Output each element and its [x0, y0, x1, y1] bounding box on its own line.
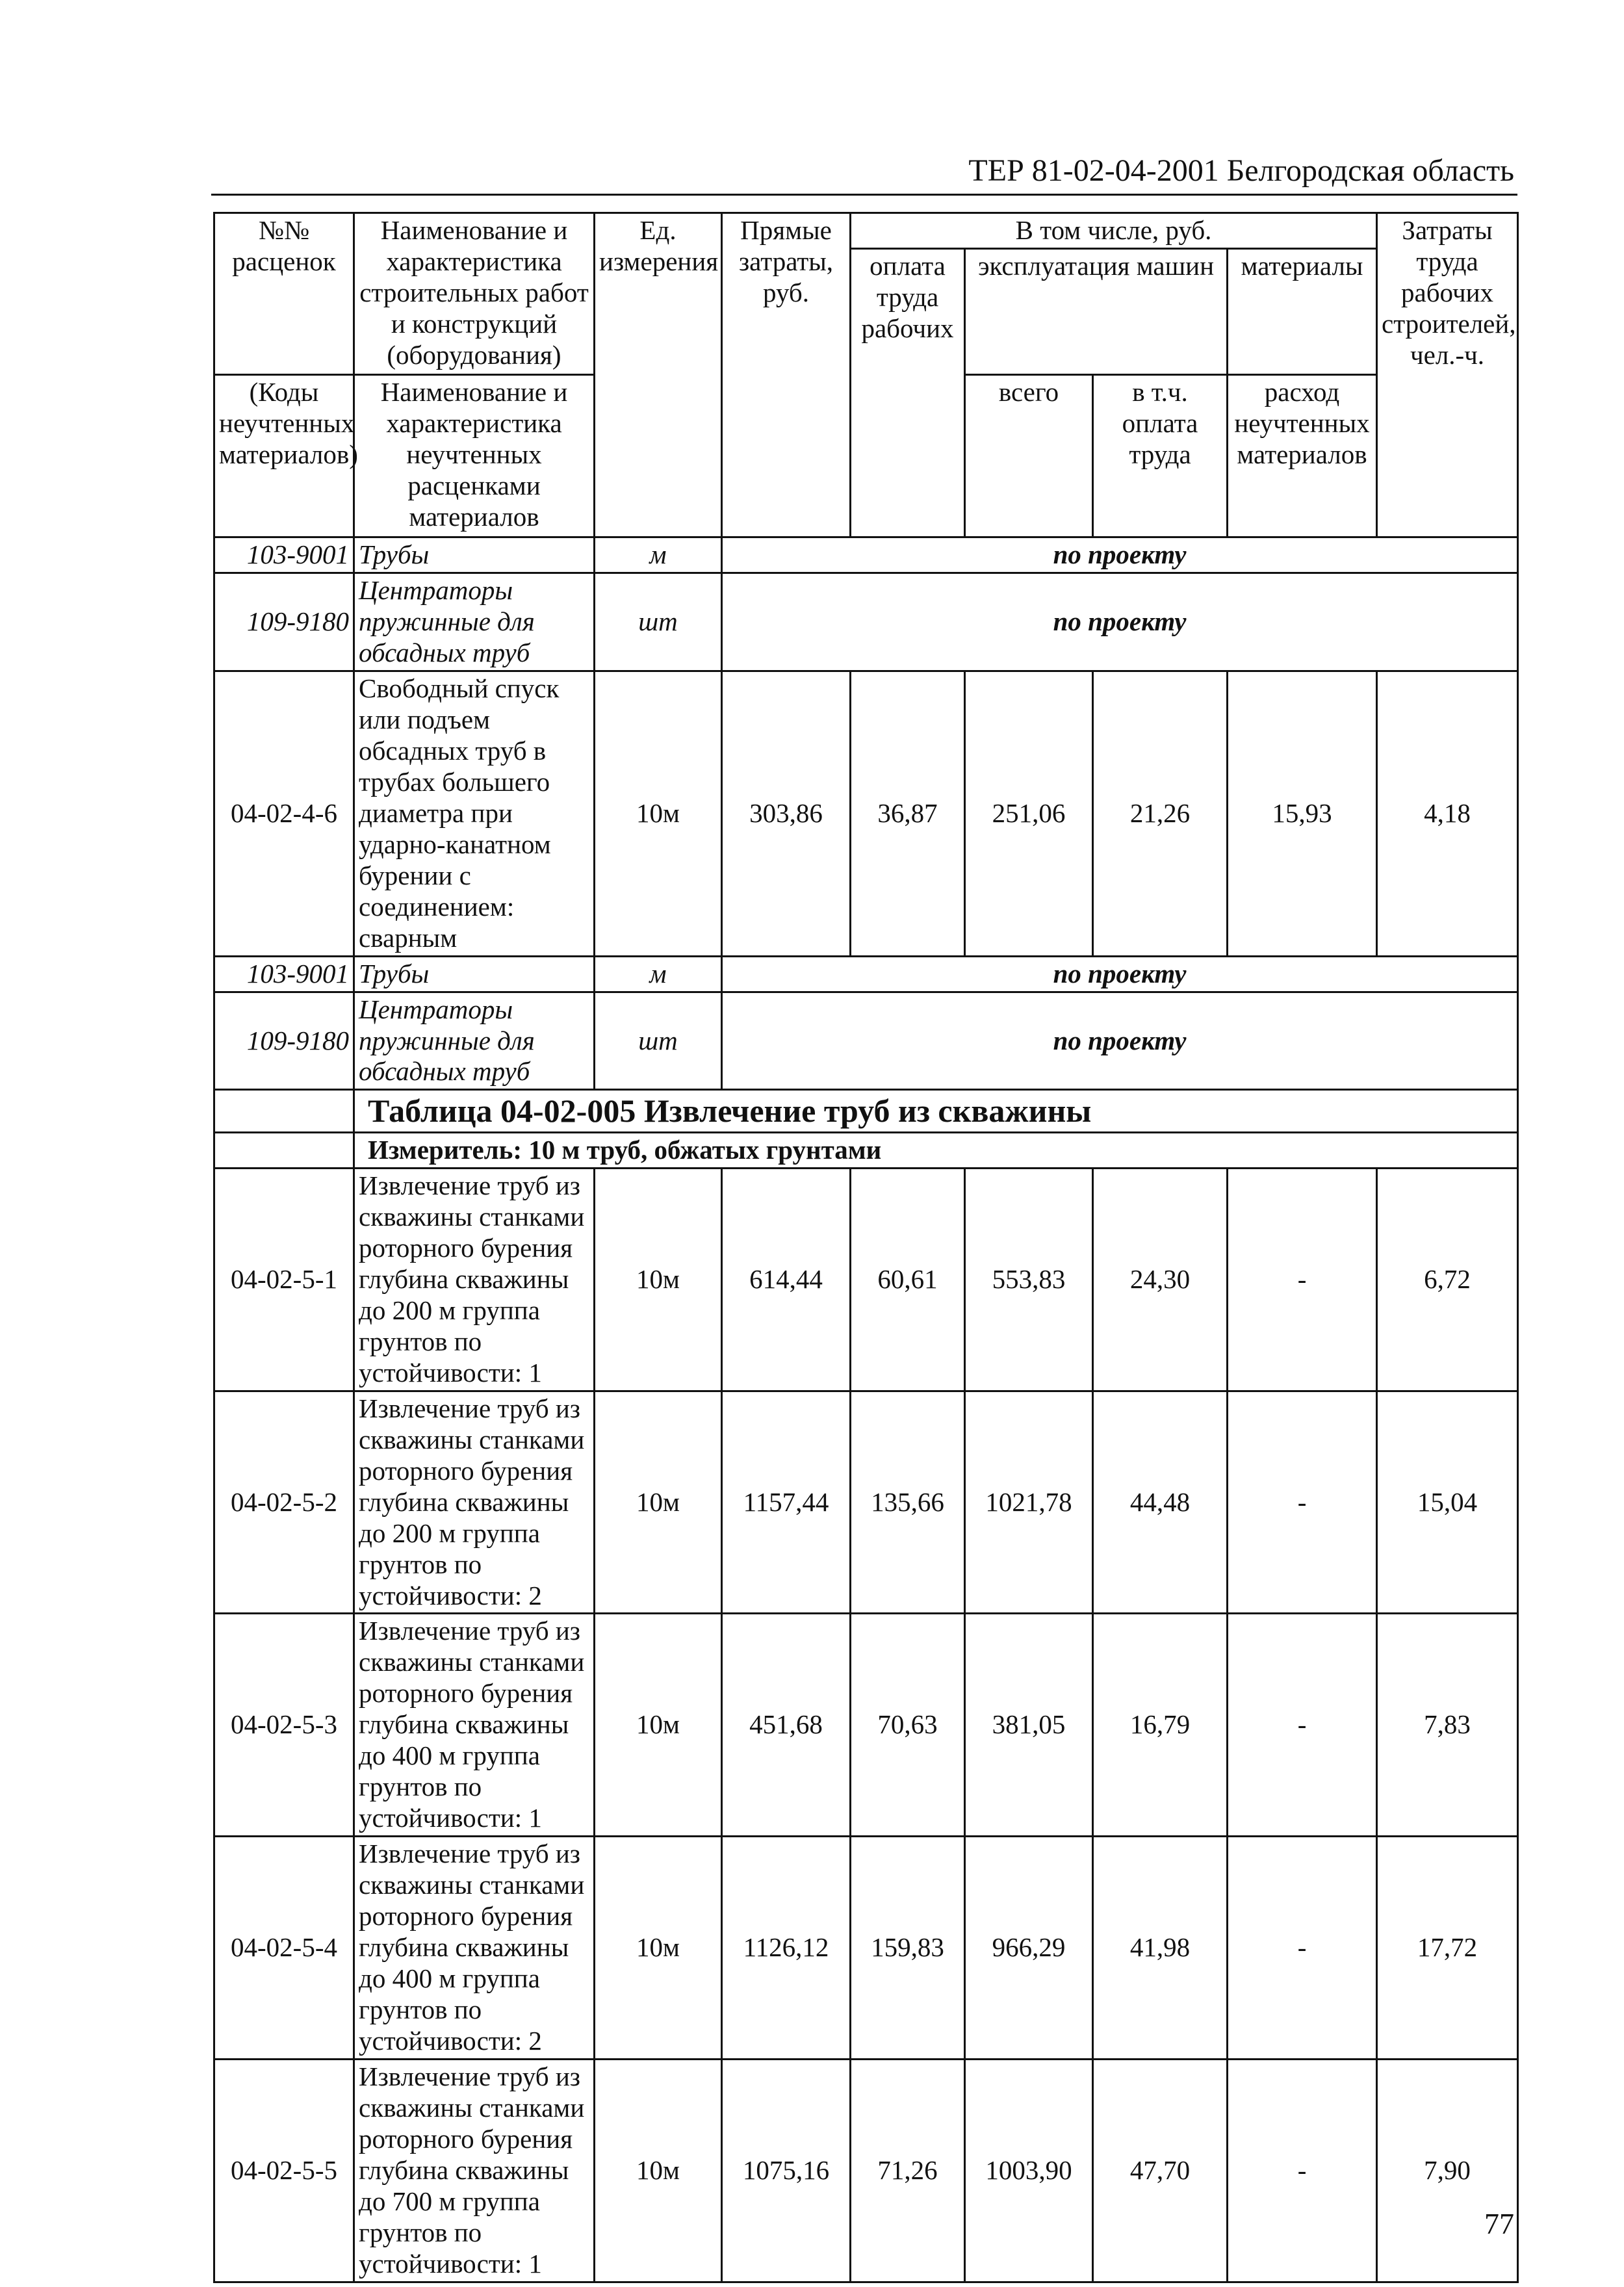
rate-machines: 1003,90: [965, 2060, 1093, 2282]
rate-code: 04-02-5-2: [214, 1391, 354, 1614]
head-machines-pay: в т.ч. оплата труда: [1093, 374, 1228, 537]
rate-row: [214, 1168, 1518, 1391]
rate-name: Извлечение труб из скважины станками роторного бурения глубина скважины до 400 м группа грунтов по устойчивости: 1: [354, 1614, 595, 1837]
rate-materials: -: [1228, 1168, 1377, 1391]
rate-row: [214, 1837, 1518, 2060]
head-code-materials: (Коды неучтенных материалов): [214, 374, 354, 537]
section-measure-blank: [214, 1132, 354, 1168]
head-direct: Прямые затраты, руб.: [722, 213, 851, 537]
material-name: Центраторы пружинные для обсадных труб: [354, 992, 595, 1090]
rate-direct: 303,86: [722, 671, 851, 956]
rate-unit: 10м: [595, 1168, 722, 1391]
rate-row: [214, 1391, 1518, 1614]
head-machines: эксплуатация машин: [965, 248, 1228, 374]
material-unit: м: [595, 956, 722, 992]
head-pay: оплата труда рабочих: [851, 248, 965, 537]
rate-materials: -: [1228, 2060, 1377, 2282]
material-note: по проекту: [722, 956, 1518, 992]
rate-labor: 7,90: [1377, 2060, 1518, 2282]
rate-unit: 10м: [595, 1391, 722, 1614]
material-code: 109-9180: [214, 992, 354, 1090]
rate-name: Извлечение труб из скважины станками роторного бурения глубина скважины до 200 м группа грунтов по устойчивости: 1: [354, 1168, 595, 1391]
head-labor: Затраты труда рабочих строителей, чел.-ч.: [1377, 213, 1518, 537]
head-group: В том числе, руб.: [851, 213, 1377, 249]
material-note: по проекту: [722, 992, 1518, 1090]
rate-name: Извлечение труб из скважины станками роторного бурения глубина скважины до 200 м группа грунтов по устойчивости: 2: [354, 1391, 595, 1614]
rate-materials: -: [1228, 1614, 1377, 1837]
rate-code: 04-02-5-4: [214, 1837, 354, 2060]
rate-unit: 10м: [595, 1614, 722, 1837]
material-row: [214, 537, 1518, 573]
section-measure-row: [214, 1132, 1518, 1168]
rate-machines: 381,05: [965, 1614, 1093, 1837]
head-code: №№ расценок: [214, 213, 354, 375]
section-measure: Измеритель: 10 м труб, обжатых грунтами: [354, 1132, 1518, 1168]
rate-materials: -: [1228, 1837, 1377, 2060]
rate-name: Извлечение труб из скважины станками роторного бурения глубина скважины до 700 м группа грунтов по устойчивости: 1: [354, 2060, 595, 2282]
rate-materials: 15,93: [1228, 671, 1377, 956]
rate-name: Извлечение труб из скважины станками роторного бурения глубина скважины до 400 м группа грунтов по устойчивости: 2: [354, 1837, 595, 2060]
rate-unit: 10м: [595, 671, 722, 956]
material-name: Трубы: [354, 537, 595, 573]
rate-pay: 71,26: [851, 2060, 965, 2282]
material-unit: шт: [595, 992, 722, 1090]
page-number: 77: [1484, 2207, 1514, 2240]
rate-pay: 159,83: [851, 1837, 965, 2060]
rate-row: [214, 2060, 1518, 2282]
rate-machines-pay: 24,30: [1093, 1168, 1228, 1391]
header-rule: [211, 194, 1517, 196]
material-note: по проекту: [722, 537, 1518, 573]
rate-direct: 1157,44: [722, 1391, 851, 1614]
material-name: Трубы: [354, 956, 595, 992]
rate-code: 04-02-5-3: [214, 1614, 354, 1837]
rate-machines-pay: 21,26: [1093, 671, 1228, 956]
rate-materials: -: [1228, 1391, 1377, 1614]
material-row: [214, 573, 1518, 671]
rate-unit: 10м: [595, 2060, 722, 2282]
rate-machines-pay: 44,48: [1093, 1391, 1228, 1614]
section-title-row: [214, 1090, 1518, 1133]
rate-name: Свободный спуск или подъем обсадных труб в трубах большего диаметра при ударно-канатном бурении с соединением: сварным: [354, 671, 595, 956]
rate-machines: 251,06: [965, 671, 1093, 956]
rate-machines: 966,29: [965, 1837, 1093, 2060]
rate-machines: 553,83: [965, 1168, 1093, 1391]
rate-row: [214, 1614, 1518, 1837]
rate-direct: 1075,16: [722, 2060, 851, 2282]
material-code: 109-9180: [214, 573, 354, 671]
material-code: 103-9001: [214, 537, 354, 573]
rate-machines-pay: 47,70: [1093, 2060, 1228, 2282]
rate-code: 04-02-4-6: [214, 671, 354, 956]
section-title: Таблица 04-02-005 Извлечение труб из скважины: [354, 1090, 1518, 1133]
material-row: [214, 956, 1518, 992]
rate-direct: 614,44: [722, 1168, 851, 1391]
rate-pay: 36,87: [851, 671, 965, 956]
material-code: 103-9001: [214, 956, 354, 992]
material-unit: шт: [595, 573, 722, 671]
rate-unit: 10м: [595, 1837, 722, 2060]
material-row: [214, 992, 1518, 1090]
rate-direct: 1126,12: [722, 1837, 851, 2060]
rate-pay: 135,66: [851, 1391, 965, 1614]
section-title-blank: [214, 1090, 354, 1133]
rate-labor: 6,72: [1377, 1168, 1518, 1391]
material-unit: м: [595, 537, 722, 573]
head-machines-total: всего: [965, 374, 1093, 537]
page-header-title: ТЕР 81-02-04-2001 Белгородская область: [968, 153, 1514, 188]
rate-machines-pay: 41,98: [1093, 1837, 1228, 2060]
rate-code: 04-02-5-1: [214, 1168, 354, 1391]
head-materials-use: расход неучтенных материалов: [1228, 374, 1377, 537]
material-name: Центраторы пружинные для обсадных труб: [354, 573, 595, 671]
head-unit: Ед. измерения: [595, 213, 722, 537]
rate-pay: 60,61: [851, 1168, 965, 1391]
rate-pay: 70,63: [851, 1614, 965, 1837]
rates-table: [213, 212, 1519, 2283]
rate-labor: 4,18: [1377, 671, 1518, 956]
rate-labor: 7,83: [1377, 1614, 1518, 1837]
head-name: Наименование и характеристика строительных работ и конструкций (оборудования): [354, 213, 595, 375]
rate-direct: 451,68: [722, 1614, 851, 1837]
rate-row: [214, 671, 1518, 956]
rate-labor: 17,72: [1377, 1837, 1518, 2060]
rate-code: 04-02-5-5: [214, 2060, 354, 2282]
rate-labor: 15,04: [1377, 1391, 1518, 1614]
head-name-materials: Наименование и характеристика неучтенных расценками материалов: [354, 374, 595, 537]
rate-machines: 1021,78: [965, 1391, 1093, 1614]
head-materials: материалы: [1228, 248, 1377, 374]
material-note: по проекту: [722, 573, 1518, 671]
rate-machines-pay: 16,79: [1093, 1614, 1228, 1837]
